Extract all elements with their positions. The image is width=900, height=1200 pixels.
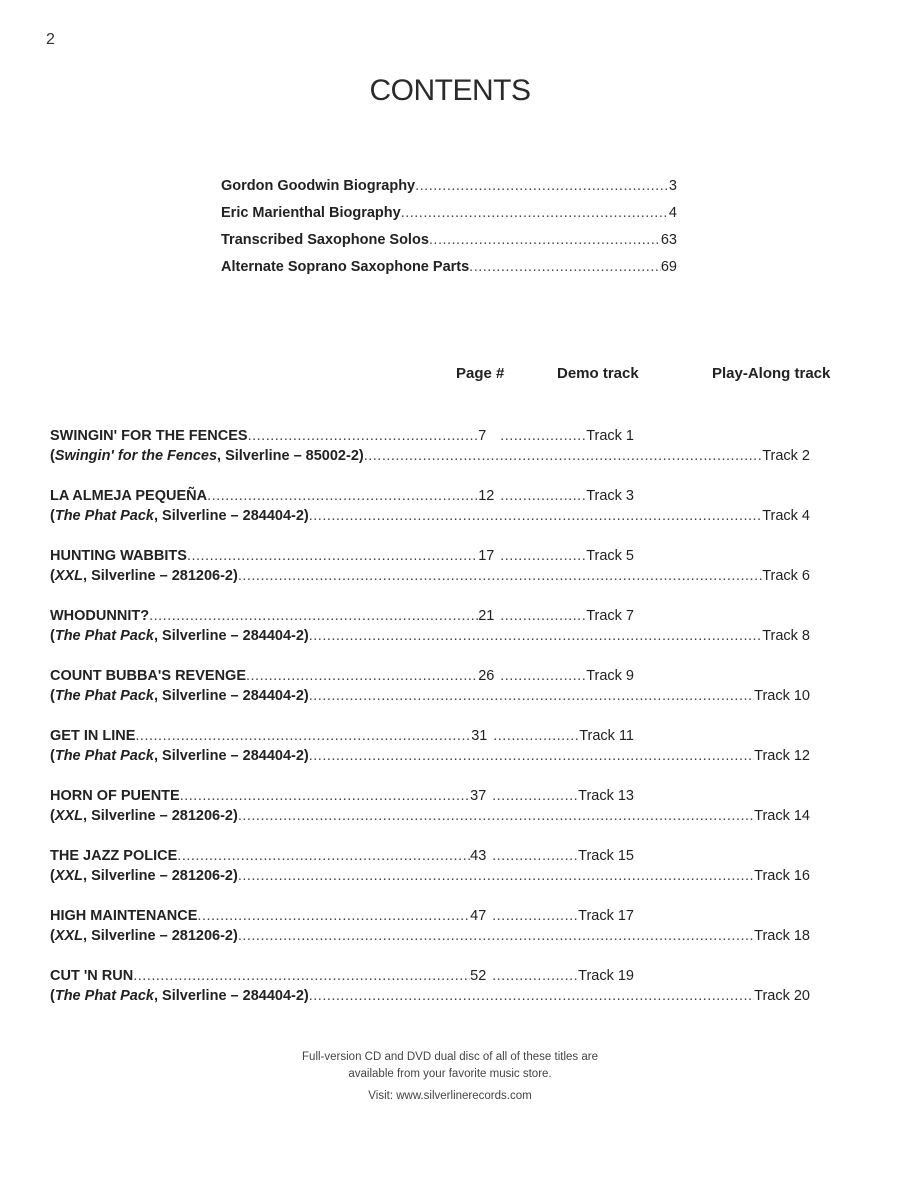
leader-dots <box>500 428 586 444</box>
demo-track: Track 15 <box>578 848 634 864</box>
leader-dots <box>500 608 586 624</box>
song-page: 43 <box>470 848 487 864</box>
album-label: , Silverline – 284404-2) <box>153 628 309 644</box>
album-title: XXL <box>54 868 84 884</box>
album-title: The Phat Pack <box>54 748 154 764</box>
leader-dots <box>492 788 578 804</box>
front-matter-label: Eric Marienthal Biography <box>221 205 401 221</box>
song-title-line <box>50 968 810 988</box>
song-album-line <box>50 808 810 828</box>
song-title: WHODUNNIT? <box>50 608 150 624</box>
leader-dots <box>415 178 669 194</box>
footer-note <box>0 1049 900 1105</box>
song-title: GET IN LINE <box>50 728 136 744</box>
front-matter-item <box>221 232 677 259</box>
album-label: , Silverline – 284404-2) <box>153 508 309 524</box>
album-label: , Silverline – 281206-2) <box>83 928 238 944</box>
album-info: (The Phat Pack, Silverline – 284404-2) <box>50 688 309 704</box>
column-header-playalong: Play-Along track <box>712 365 831 382</box>
album-title: XXL <box>54 928 84 944</box>
song-entry <box>50 668 810 728</box>
demo-track: Track 19 <box>578 968 634 984</box>
song-album-line <box>50 868 810 888</box>
song-page: 31 <box>471 728 488 744</box>
song-title-line <box>50 428 810 448</box>
song-entry <box>50 728 810 788</box>
album-title: XXL <box>54 568 84 584</box>
front-matter-label: Gordon Goodwin Biography <box>221 178 416 194</box>
demo-track: Track 17 <box>578 908 634 924</box>
album-title: The Phat Pack <box>54 688 154 704</box>
song-album-line <box>50 988 810 1008</box>
playalong-track: Track 8 <box>762 628 810 644</box>
leader-dots <box>401 205 669 221</box>
album-title: The Phat Pack <box>54 628 154 644</box>
album-info: (Swingin' for the Fences, Silverline – 85002-2) <box>50 448 364 464</box>
album-info: (XXL, Silverline – 281206-2) <box>50 928 238 944</box>
footer-line: Full-version CD and DVD dual disc of all of these titles are <box>302 1051 598 1063</box>
song-title-line <box>50 908 810 928</box>
song-title: HIGH MAINTENANCE <box>50 908 198 924</box>
song-entry <box>50 488 810 548</box>
album-info: (The Phat Pack, Silverline – 284404-2) <box>50 748 309 764</box>
song-album-line <box>50 448 810 468</box>
song-list <box>50 428 810 1028</box>
album-label: , Silverline – 284404-2) <box>153 748 309 764</box>
album-label: , Silverline – 284404-2) <box>153 988 309 1004</box>
song-title: SWINGIN' FOR THE FENCES <box>50 428 248 444</box>
song-page: 52 <box>470 968 487 984</box>
song-page: 37 <box>470 788 487 804</box>
leader-dots <box>492 968 578 984</box>
front-matter-item <box>221 205 677 232</box>
album-info: (XXL, Silverline – 281206-2) <box>50 568 238 584</box>
album-label: , Silverline – 281206-2) <box>83 568 238 584</box>
leader-dots <box>238 808 754 824</box>
playalong-track: Track 6 <box>762 568 810 584</box>
demo-track: Track 13 <box>578 788 634 804</box>
album-label: , Silverline – 281206-2) <box>83 868 238 884</box>
playalong-track: Track 2 <box>762 448 810 464</box>
leader-dots <box>492 848 578 864</box>
song-entry <box>50 788 810 848</box>
song-entry <box>50 968 810 1028</box>
leader-dots <box>500 548 586 564</box>
front-matter-page: 63 <box>660 232 677 248</box>
front-matter-item <box>221 178 677 205</box>
album-label: , Silverline – 281206-2) <box>83 808 238 824</box>
playalong-track: Track 20 <box>754 988 810 1004</box>
song-title: LA ALMEJA PEQUEÑA <box>50 488 208 504</box>
leader-dots <box>246 668 478 684</box>
leader-dots <box>309 508 762 524</box>
album-label: , Silverline – 85002-2) <box>217 448 364 464</box>
leader-dots <box>207 488 478 504</box>
album-info: (XXL, Silverline – 281206-2) <box>50 868 238 884</box>
column-header-page: Page # <box>456 365 505 382</box>
song-entry <box>50 428 810 488</box>
leader-dots <box>500 668 586 684</box>
album-info: (The Phat Pack, Silverline – 284404-2) <box>50 628 309 644</box>
song-album-line <box>50 628 810 648</box>
song-title-line <box>50 668 810 688</box>
album-info: (The Phat Pack, Silverline – 284404-2) <box>50 988 309 1004</box>
song-title-line <box>50 548 810 568</box>
front-matter-list <box>221 178 677 286</box>
song-page: 21 <box>478 608 495 624</box>
leader-dots <box>238 868 754 884</box>
song-album-line <box>50 568 810 588</box>
leader-dots <box>309 628 762 644</box>
song-title: HORN OF PUENTE <box>50 788 180 804</box>
song-title-line <box>50 608 810 628</box>
playalong-track: Track 16 <box>754 868 810 884</box>
song-album-line <box>50 928 810 948</box>
album-title: XXL <box>54 808 84 824</box>
song-title: THE JAZZ POLICE <box>50 848 178 864</box>
song-page: 47 <box>470 908 487 924</box>
leader-dots <box>309 748 754 764</box>
demo-track: Track 5 <box>586 548 634 564</box>
song-title-line <box>50 848 810 868</box>
front-matter-label: Alternate Soprano Saxophone Parts <box>221 259 470 275</box>
song-entry <box>50 548 810 608</box>
leader-dots <box>248 428 479 444</box>
leader-dots <box>238 568 762 584</box>
demo-track: Track 1 <box>586 428 634 444</box>
page-title: CONTENTS <box>369 74 531 107</box>
song-entry <box>50 908 810 968</box>
leader-dots <box>309 688 754 704</box>
song-entry <box>50 848 810 908</box>
song-title-line <box>50 788 810 808</box>
front-matter-page: 69 <box>660 259 677 275</box>
song-album-line <box>50 688 810 708</box>
leader-dots <box>309 988 754 1004</box>
song-title-line <box>50 488 810 508</box>
album-info: (The Phat Pack, Silverline – 284404-2) <box>50 508 309 524</box>
song-album-line <box>50 748 810 768</box>
leader-dots <box>469 259 661 275</box>
page-number: 2 <box>46 31 55 48</box>
leader-dots <box>177 848 470 864</box>
playalong-track: Track 4 <box>762 508 810 524</box>
demo-track: Track 11 <box>579 728 634 744</box>
song-title: CUT 'N RUN <box>50 968 134 984</box>
song-title-line <box>50 728 810 748</box>
album-info: (XXL, Silverline – 281206-2) <box>50 808 238 824</box>
leader-dots <box>133 968 470 984</box>
playalong-track: Track 10 <box>754 688 810 704</box>
demo-track: Track 3 <box>586 488 634 504</box>
footer-website: Visit: www.silverlinerecords.com <box>368 1090 532 1102</box>
demo-track: Track 7 <box>586 608 634 624</box>
leader-dots <box>500 488 586 504</box>
leader-dots <box>187 548 478 564</box>
song-album-line <box>50 508 810 528</box>
leader-dots <box>149 608 478 624</box>
front-matter-page: 3 <box>668 178 677 194</box>
playalong-track: Track 18 <box>754 928 810 944</box>
song-page: 12 <box>478 488 495 504</box>
leader-dots <box>238 928 754 944</box>
leader-dots <box>135 728 471 744</box>
song-title: COUNT BUBBA'S REVENGE <box>50 668 246 684</box>
song-page: 26 <box>478 668 495 684</box>
column-header-demo: Demo track <box>557 365 639 382</box>
leader-dots <box>429 232 661 248</box>
song-page: 7 <box>478 428 487 444</box>
album-label: , Silverline – 284404-2) <box>153 688 309 704</box>
album-title: The Phat Pack <box>54 508 154 524</box>
song-page: 17 <box>478 548 495 564</box>
leader-dots <box>364 448 762 464</box>
leader-dots <box>197 908 470 924</box>
leader-dots <box>180 788 470 804</box>
album-title: The Phat Pack <box>54 988 154 1004</box>
playalong-track: Track 14 <box>754 808 810 824</box>
playalong-track: Track 12 <box>754 748 810 764</box>
leader-dots <box>492 908 578 924</box>
front-matter-item <box>221 259 677 286</box>
song-entry <box>50 608 810 668</box>
front-matter-page: 4 <box>668 205 677 221</box>
song-title: HUNTING WABBITS <box>50 548 187 564</box>
album-title: Swingin' for the Fences <box>54 448 218 464</box>
front-matter-label: Transcribed Saxophone Solos <box>221 232 429 248</box>
demo-track: Track 9 <box>586 668 634 684</box>
footer-line: available from your favorite music store. <box>348 1068 552 1080</box>
leader-dots <box>493 728 579 744</box>
